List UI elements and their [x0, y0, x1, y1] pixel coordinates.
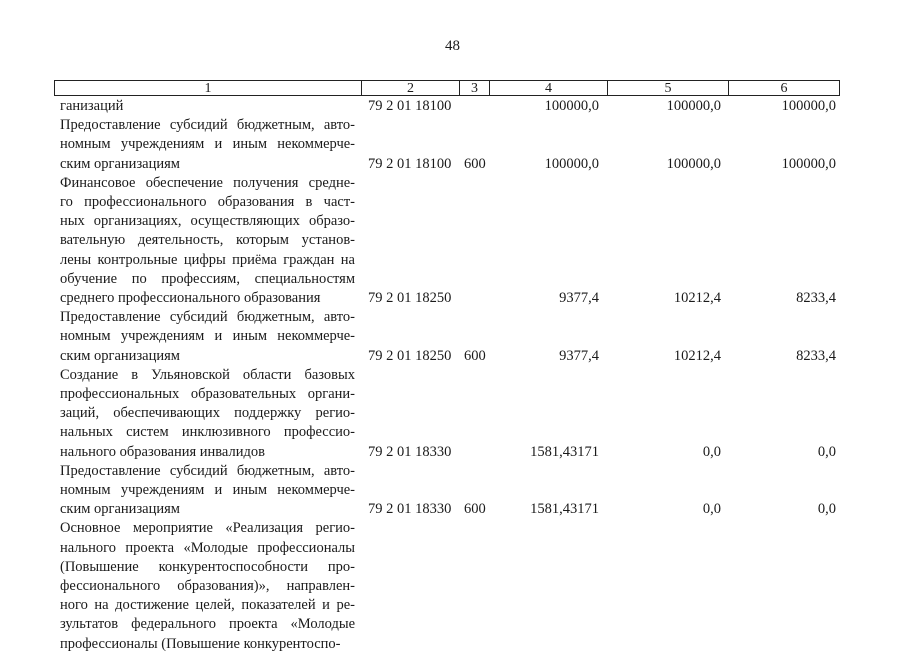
budget-code: 79 2 01 18330 — [368, 501, 452, 518]
expense-type: 600 — [464, 347, 486, 364]
expense-type: 600 — [464, 155, 486, 172]
header-col-6: 6 — [780, 81, 788, 96]
amount-col-4: 1581,43171 — [530, 501, 599, 518]
amount-col-5: 0,0 — [702, 443, 721, 460]
row-text-line: (Повышение конкурентоспособности про- — [60, 558, 355, 575]
amount-col-4: 100000,0 — [544, 155, 599, 172]
amount-col-5: 100000,0 — [666, 98, 721, 114]
budget-code: 79 2 01 18250 — [368, 290, 452, 306]
row-text-line: ским организациям — [60, 501, 180, 518]
budget-code: 79 2 01 18100 — [368, 155, 452, 172]
budget-code: 79 2 01 18100 — [368, 98, 452, 114]
amount-col-6: 8233,4 — [796, 290, 836, 306]
row-text-line: Предоставление субсидий бюджетным, авто- — [60, 462, 355, 479]
row-text-line: Предоставление субсидий бюджетным, авто- — [60, 309, 355, 326]
amount-col-6: 100000,0 — [781, 98, 836, 114]
amount-col-4: 1581,43171 — [530, 443, 599, 460]
amount-col-6: 8233,4 — [796, 347, 836, 364]
row-text-line: ного на достижение целей, показателей и ре- — [60, 597, 355, 614]
row-text-line: ганизаций — [60, 98, 124, 114]
header-col-3: 3 — [460, 81, 490, 95]
header-col-1: 1 — [55, 81, 362, 95]
header-col-2: 2 — [362, 81, 460, 95]
amount-col-4: 100000,0 — [544, 98, 599, 114]
row-text-line: ским организациям — [60, 347, 180, 364]
row-text-line: ных организациях, осуществляющих образо- — [60, 213, 355, 230]
budget-code: 79 2 01 18330 — [368, 443, 452, 460]
row-text-line: номным учреждениям и иным некоммерче- — [60, 482, 355, 498]
row-text-line: ским организациям — [60, 155, 180, 172]
row-text-line: фессионального образования)», направлен- — [60, 578, 355, 594]
header-col-4: 4 — [490, 81, 608, 95]
row-text-line: заций, обеспечивающих поддержку регио- — [60, 405, 355, 422]
row-text-line: лены контрольные цифры приёма граждан на — [60, 251, 355, 268]
header-col-5: 5 — [608, 81, 729, 95]
row-text-line: Финансовое обеспечение получения средне- — [60, 174, 355, 191]
amount-col-5: 0,0 — [702, 501, 721, 518]
row-text-line: нального проекта «Молодые профессионалы — [60, 539, 355, 556]
row-text-line: среднего профессионального образования — [60, 290, 321, 306]
expense-type: 600 — [464, 501, 486, 518]
row-text-line: Основное мероприятие «Реализация регио- — [60, 520, 355, 537]
row-text-line: номным учреждениям и иным некоммерче- — [60, 136, 355, 153]
table-header — [54, 80, 840, 96]
row-text-line: номным учреждениям и иным некоммерче- — [60, 328, 355, 345]
row-text-line: Предоставление субсидий бюджетным, авто- — [60, 117, 355, 134]
amount-col-5: 10212,4 — [673, 347, 721, 364]
row-text-line: нальных систем инклюзивного профессио- — [60, 424, 355, 441]
amount-col-6: 100000,0 — [781, 155, 836, 172]
row-text-line: нального образования инвалидов — [60, 443, 265, 460]
page-number: 48 — [445, 38, 460, 54]
row-text-line: Создание в Ульяновской области базовых — [60, 366, 355, 383]
amount-col-6: 0,0 — [817, 443, 836, 460]
amount-col-4: 9377,4 — [559, 347, 599, 364]
amount-col-5: 10212,4 — [673, 290, 721, 306]
row-text-line: го профессионального образования в част- — [60, 194, 355, 210]
amount-col-5: 100000,0 — [666, 155, 721, 172]
row-text-line: зультатов федерального проекта «Молодые — [60, 616, 355, 633]
amount-col-6: 0,0 — [817, 501, 836, 518]
row-text-line: профессионалы (Повышение конкурентоспо- — [60, 635, 341, 652]
row-text-line: обучение по профессиям, специальностям — [60, 270, 355, 287]
row-text-line: профессиональных образовательных органи- — [60, 386, 355, 402]
row-text-line: вательную деятельность, которым установ- — [60, 232, 355, 249]
budget-code: 79 2 01 18250 — [368, 347, 452, 364]
amount-col-4: 9377,4 — [559, 290, 599, 306]
